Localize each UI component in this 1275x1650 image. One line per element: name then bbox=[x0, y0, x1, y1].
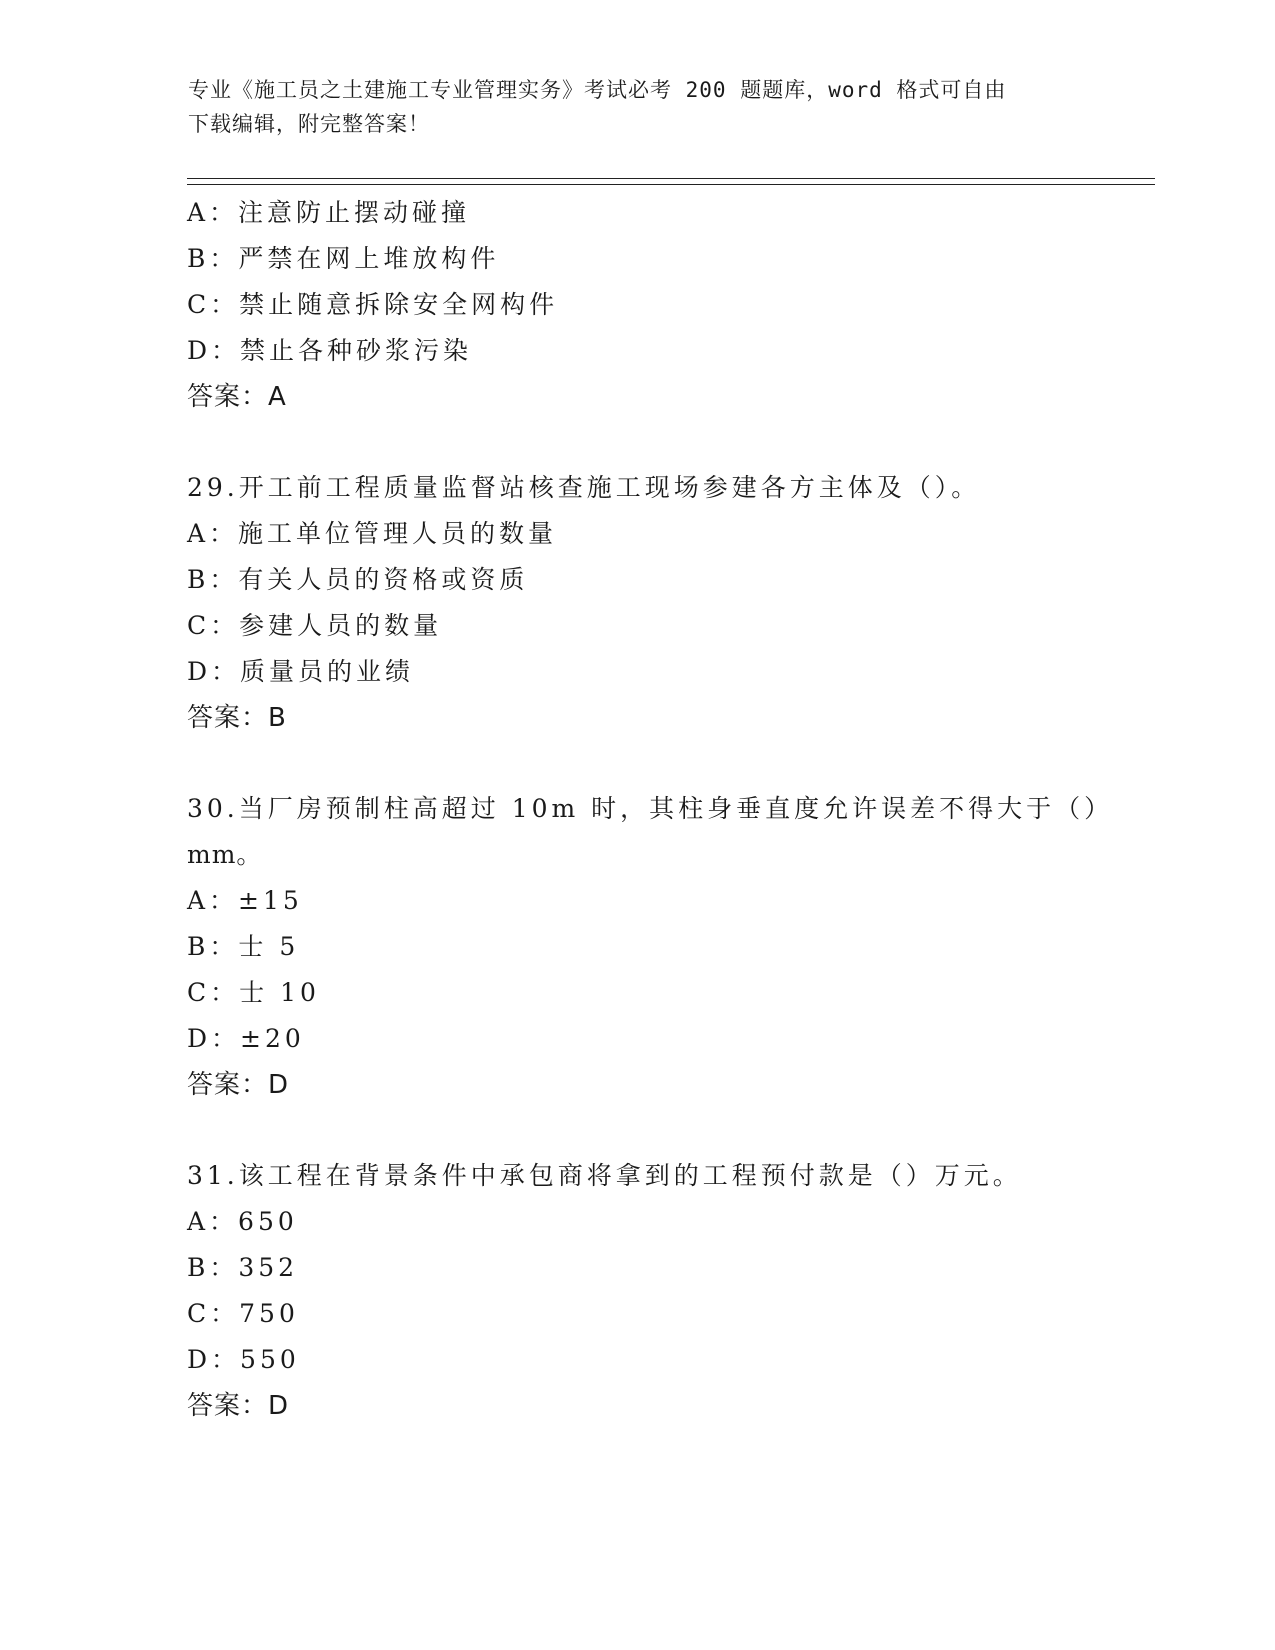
option-a: A：±15 bbox=[187, 886, 303, 915]
header-line-1: 专业《施工员之土建施工专业管理实务》考试必考 200 题题库，word 格式可自由 bbox=[188, 78, 1007, 102]
answer-line: 答案：A bbox=[187, 382, 287, 412]
spacer bbox=[187, 741, 1147, 786]
option-c: C：参建人员的数量 bbox=[187, 611, 443, 640]
option-d: D：±20 bbox=[187, 1024, 305, 1053]
header-rule-bottom bbox=[187, 184, 1155, 185]
answer-line: 答案：B bbox=[187, 703, 287, 733]
option-d: D：质量员的业绩 bbox=[187, 657, 415, 686]
option-d: D：禁止各种砂浆污染 bbox=[187, 336, 473, 365]
question-text: 31.该工程在背景条件中承包商将拿到的工程预付款是（）万元。 bbox=[187, 1161, 1022, 1190]
question-text-continuation: mm。 bbox=[187, 840, 263, 869]
option-a: A：施工单位管理人员的数量 bbox=[187, 519, 558, 548]
option-b: B：有关人员的资格或资质 bbox=[187, 565, 529, 594]
option-b: B：士 5 bbox=[187, 932, 300, 961]
option-a: A：注意防止摆动碰撞 bbox=[187, 198, 471, 227]
document-header bbox=[188, 73, 1068, 141]
option-c: C：750 bbox=[187, 1299, 299, 1328]
option-b: B：352 bbox=[187, 1253, 299, 1282]
option-c: C：禁止随意拆除安全网构件 bbox=[187, 290, 559, 319]
option-a: A：650 bbox=[187, 1207, 298, 1236]
question-29-block bbox=[187, 465, 1147, 741]
option-b: B：严禁在网上堆放构件 bbox=[187, 244, 500, 273]
question-list bbox=[187, 190, 1147, 1429]
spacer bbox=[187, 1108, 1147, 1153]
header-line-2: 下载编辑，附完整答案！ bbox=[188, 112, 430, 136]
header-rule-top bbox=[187, 178, 1155, 179]
question-31-block bbox=[187, 1153, 1147, 1429]
question-30-block bbox=[187, 786, 1147, 1108]
spacer bbox=[187, 420, 1147, 465]
question-text: 29.开工前工程质量监督站核查施工现场参建各方主体及（）。 bbox=[187, 473, 981, 502]
option-c: C：士 10 bbox=[187, 978, 320, 1007]
answer-line: 答案：D bbox=[187, 1070, 290, 1100]
option-d: D：550 bbox=[187, 1345, 300, 1374]
question-28-block bbox=[187, 190, 1147, 420]
question-text: 30.当厂房预制柱高超过 10m 时，其柱身垂直度允许误差不得大于（） bbox=[187, 794, 1114, 823]
answer-line: 答案：D bbox=[187, 1391, 290, 1421]
